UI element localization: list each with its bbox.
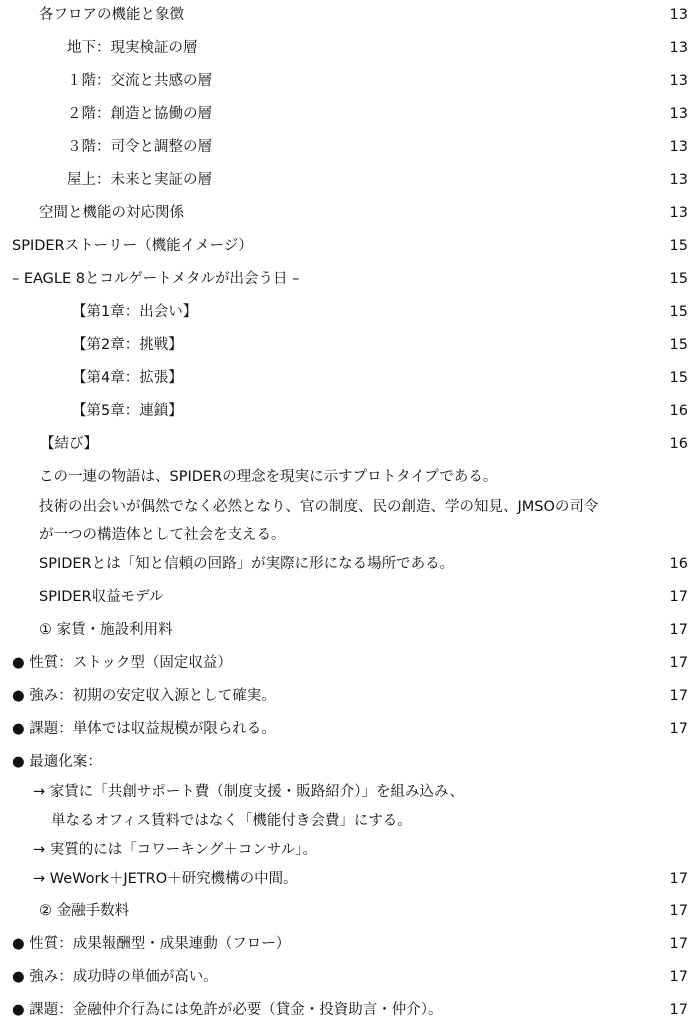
toc-entry-page: 17 [669, 589, 688, 605]
toc-entry-page: 13 [669, 139, 688, 155]
toc-entry-title: – EAGLE 8とコルゲートメタルが出会う日 – [12, 271, 300, 287]
toc-entry-title: ● 強み：初期の安定収入源として確実。 [12, 688, 276, 704]
toc-entry[interactable] [0, 964, 698, 990]
toc-entry[interactable] [0, 233, 698, 259]
toc-entry-title: 【第2章：挑戦】 [72, 337, 183, 353]
toc-entry[interactable] [0, 365, 698, 391]
toc-entry-title: 地下：現実検証の層 [67, 40, 198, 56]
toc-entry-title: 【第5章：連鎖】 [72, 403, 183, 419]
toc-entry[interactable] [0, 299, 698, 325]
toc-entry-page: 17 [669, 622, 688, 638]
toc-entry[interactable] [0, 332, 698, 358]
toc-entry[interactable] [0, 683, 698, 709]
toc-entry-page: 17 [669, 721, 688, 737]
toc-entry-page: 13 [669, 73, 688, 89]
toc-entry[interactable] [0, 866, 698, 892]
toc-entry[interactable] [0, 716, 698, 742]
toc-entry-title: ② 金融手数料 [39, 903, 130, 919]
toc-entry[interactable] [0, 134, 698, 160]
toc-entry-title: → 実質的には「コワーキング＋コンサル」。 [33, 842, 317, 858]
toc-entry[interactable] [0, 167, 698, 193]
toc-entry-title: SPIDERストーリー（機能イメージ） [12, 238, 253, 254]
toc-entry-title: １階：交流と共感の層 [67, 73, 212, 89]
toc-entry-page: 15 [669, 370, 688, 386]
toc-entry-page: 17 [669, 871, 688, 887]
toc-entry-title: ２階：創造と協働の層 [67, 106, 212, 122]
toc-entry[interactable] [0, 2, 698, 28]
toc-entry[interactable] [0, 584, 698, 610]
toc-entry[interactable] [0, 431, 698, 457]
toc-entry [0, 808, 698, 834]
toc-entry-page: 16 [669, 556, 688, 572]
toc-entry-page: 15 [669, 304, 688, 320]
toc-entry [0, 837, 698, 863]
toc-entry [0, 749, 698, 775]
toc-entry-title: → WeWork＋JETRO＋研究機構の中間。 [33, 871, 298, 887]
toc-entry-title: 【結び】 [40, 436, 98, 452]
toc-entry-title: ● 性質：ストック型（固定収益） [12, 655, 232, 671]
toc-entry-page: 15 [669, 271, 688, 287]
toc-entry-page: 17 [669, 688, 688, 704]
toc-entry-page: 17 [669, 936, 688, 952]
toc-entry [0, 779, 698, 805]
toc-entry-title: ① 家賃・施設利用料 [39, 622, 173, 638]
toc-entry[interactable] [0, 650, 698, 676]
toc-entry-title: 【第1章：出会い】 [72, 304, 198, 320]
toc-entry-title: 技術の出会いが偶然でなく必然となり、官の制度、民の創造、学の知見、JMSOの司令 [39, 499, 599, 515]
toc-entry-page: 17 [669, 1002, 688, 1018]
toc-entry[interactable] [0, 898, 698, 924]
toc-entry-page: 13 [669, 205, 688, 221]
toc-entry-title: 空間と機能の対応関係 [39, 205, 184, 221]
toc-entry[interactable] [0, 931, 698, 957]
toc-entry-title: が一つの構造体として社会を支える。 [39, 527, 286, 543]
toc-entry-page: 13 [669, 106, 688, 122]
toc-entry-page: 15 [669, 238, 688, 254]
toc-entry-title: ● 性質：成果報酬型・成果連動（フロー） [12, 936, 291, 952]
toc-entry-page: 13 [669, 40, 688, 56]
toc-entry-title: 単なるオフィス賃料ではなく「機能付き会費」にする。 [51, 813, 412, 829]
toc-entry[interactable] [0, 266, 698, 292]
toc-entry-page: 17 [669, 655, 688, 671]
toc-entry[interactable] [0, 617, 698, 643]
toc-entry-title: ● 最適化案： [12, 754, 102, 770]
toc-entry-page: 15 [669, 337, 688, 353]
toc-entry-title: SPIDERとは「知と信頼の回路」が実際に形になる場所である。 [39, 556, 455, 572]
toc-entry-title: 【第4章：拡張】 [72, 370, 183, 386]
toc-entry[interactable] [0, 35, 698, 61]
toc-entry[interactable] [0, 101, 698, 127]
toc-entry-title: この一連の物語は、SPIDERの理念を現実に示すプロトタイプである。 [39, 469, 498, 485]
toc-entry-page: 13 [669, 7, 688, 23]
toc-entry-page: 17 [669, 903, 688, 919]
toc-entry-title: 屋上：未来と実証の層 [67, 172, 212, 188]
toc-entry-title: ● 課題：単体では収益規模が限られる。 [12, 721, 276, 737]
toc-entry[interactable] [0, 997, 698, 1023]
toc-entry-title: ● 強み：成功時の単価が高い。 [12, 969, 218, 985]
toc-entry-page: 16 [669, 436, 688, 452]
toc-entry[interactable] [0, 68, 698, 94]
toc-entry[interactable] [0, 398, 698, 424]
toc-entry[interactable] [0, 200, 698, 226]
toc-entry [0, 522, 698, 548]
toc-entry-title: → 家賃に「共創サポート費（制度支援・販路紹介）」を組み込み、 [33, 784, 464, 800]
toc-entry-page: 13 [669, 172, 688, 188]
toc-entry-page: 17 [669, 969, 688, 985]
toc-entry-title: SPIDER収益モデル [39, 589, 164, 605]
toc-entry-page: 16 [669, 403, 688, 419]
toc-entry-title: 各フロアの機能と象徴 [39, 7, 184, 23]
toc-entry [0, 494, 698, 520]
toc-entry[interactable] [0, 551, 698, 577]
toc-entry-title: ３階：司令と調整の層 [67, 139, 212, 155]
toc-entry-title: ● 課題：金融仲介行為には免許が必要（貸金・投資助言・仲介）。 [12, 1002, 443, 1018]
toc-entry [0, 464, 698, 490]
